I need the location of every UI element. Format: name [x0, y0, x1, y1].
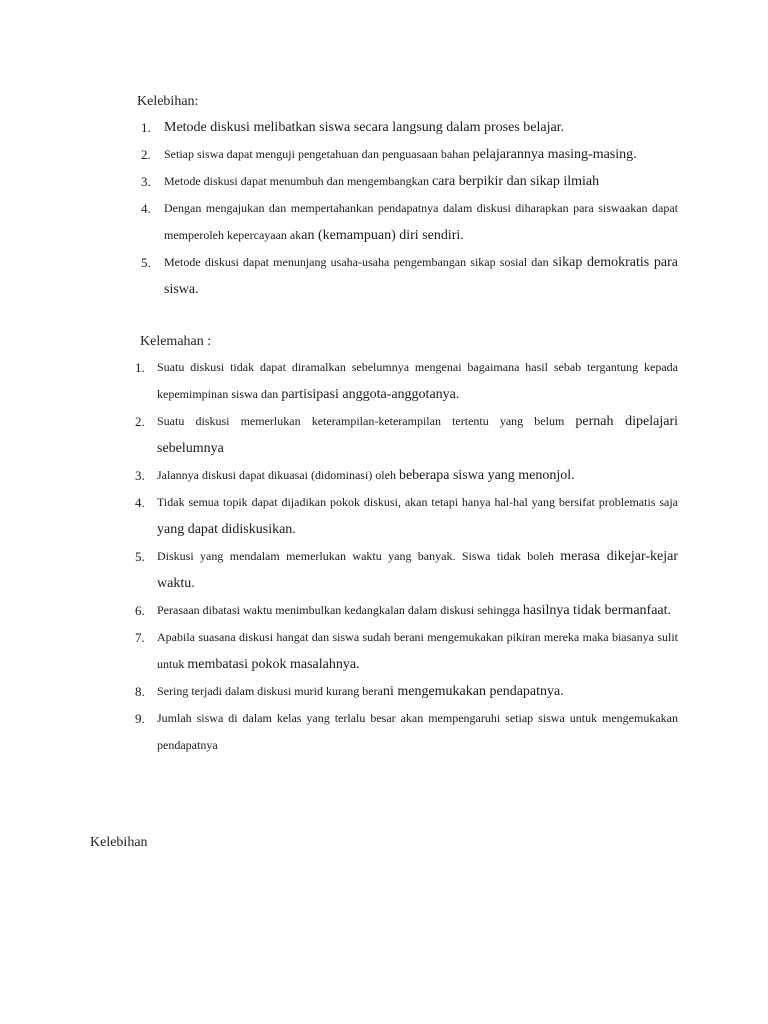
list-item: [137, 249, 678, 303]
footer-heading: Kelebihan: [90, 835, 148, 850]
item-text: Setiap siswa dapat menguji pengetahuan dan penguasaan bahan: [164, 147, 473, 161]
item-text: Metode diskusi dapat menumbuh dan mengembangkan: [164, 174, 432, 188]
item-text: Suatu diskusi memerlukan keterampilan-keterampilan tertentu yang belum: [157, 414, 576, 428]
item-text-large: membatasi pokok masalahnya.: [187, 657, 360, 672]
list-item: [137, 195, 678, 249]
item-text: Apabila suasana diskusi hangat dan siswa sudah berani mengemukakan pikiran mereka maka biasanya sulit untuk: [157, 630, 678, 671]
kelebihan-list: [137, 114, 678, 303]
list-item: [133, 462, 678, 489]
kelemahan-list: [133, 354, 678, 759]
item-number: 4.: [141, 201, 151, 216]
list-item: [133, 543, 678, 597]
item-text: Perasaan dibatasi waktu menimbulkan kedangkalan dalam diskusi sehingga: [157, 603, 523, 617]
item-number: 5.: [135, 549, 145, 564]
item-text: Jumlah siswa di dalam kelas yang terlalu besar akan mempengaruhi setiap siswa untuk mengemukakan pendapatnya: [157, 711, 678, 752]
kelebihan-heading: Kelebihan:: [137, 94, 199, 109]
kelemahan-heading: Kelemahan :: [140, 334, 212, 349]
item-text: Suatu diskusi tidak dapat diramalkan sebelumnya mengenai bagaimana hasil sebab tergantung kepada kepemimpinan siswa dan: [157, 360, 678, 401]
item-text: Jalannya diskusi dapat dikuasai (didominasi) oleh: [157, 468, 399, 482]
list-item: [133, 408, 678, 462]
item-text-large: yang dapat didiskusikan.: [157, 522, 296, 537]
list-item: [133, 597, 678, 624]
item-text-large: sikap demokratis para siswa.: [164, 255, 678, 297]
item-text-large: partisipasi anggota-anggotanya.: [281, 387, 460, 402]
list-item: [133, 624, 678, 678]
item-text: Metode diskusi dapat menunjang usaha-usaha pengembangan sikap sosial dan: [164, 255, 553, 269]
item-number: 2.: [141, 147, 151, 162]
item-number: 5.: [141, 255, 151, 270]
item-number: 2.: [135, 414, 145, 429]
item-text-large: ni mengemukakan pendapatnya.: [382, 684, 564, 699]
item-text: Diskusi yang mendalam memerlukan waktu yang banyak. Siswa tidak boleh: [157, 549, 561, 563]
item-number: 3.: [135, 468, 145, 483]
item-number: 4.: [135, 495, 145, 510]
item-text-large: Metode diskusi melibatkan siswa secara langsung dalam proses belajar.: [164, 120, 565, 135]
item-text-large: pernah dipelajari sebelumnya: [157, 414, 678, 456]
item-number: 6.: [135, 603, 145, 618]
item-number: 8.: [135, 684, 145, 699]
list-item: [137, 114, 678, 141]
list-item: [137, 168, 678, 195]
item-text-large: cara berpikir dan sikap ilmiah: [431, 174, 600, 189]
item-number: 9.: [135, 711, 145, 726]
item-number: 3.: [141, 174, 151, 189]
list-item: [133, 354, 678, 408]
item-number: 1.: [135, 360, 145, 375]
list-item: [133, 705, 678, 759]
item-text: Sering terjadi dalam diskusi murid kurang bera: [157, 684, 383, 698]
item-text-large: an (kemampuan) diri sendiri.: [301, 228, 464, 243]
item-text-large: hasilnya tidak bermanfaat.: [522, 603, 672, 618]
item-number: 1.: [141, 120, 151, 135]
item-text-large: pelajarannya masing-masing.: [472, 147, 637, 162]
item-text: Tidak semua topik dapat dijadikan pokok diskusi, akan tetapi hanya hal-hal yang bersifat problematis saja: [157, 495, 678, 509]
item-number: 7.: [135, 630, 145, 645]
item-text-large: beberapa siswa yang menonjol.: [398, 468, 575, 483]
list-item: [133, 678, 678, 705]
list-item: [133, 489, 678, 543]
item-text: Dengan mengajukan dan mempertahankan pendapatnya dalam diskusi diharapkan para siswaakan dapat memperoleh kepercayaan ak: [164, 201, 678, 242]
list-item: [137, 141, 678, 168]
item-text-large: merasa dikejar-kejar waktu.: [157, 549, 679, 591]
